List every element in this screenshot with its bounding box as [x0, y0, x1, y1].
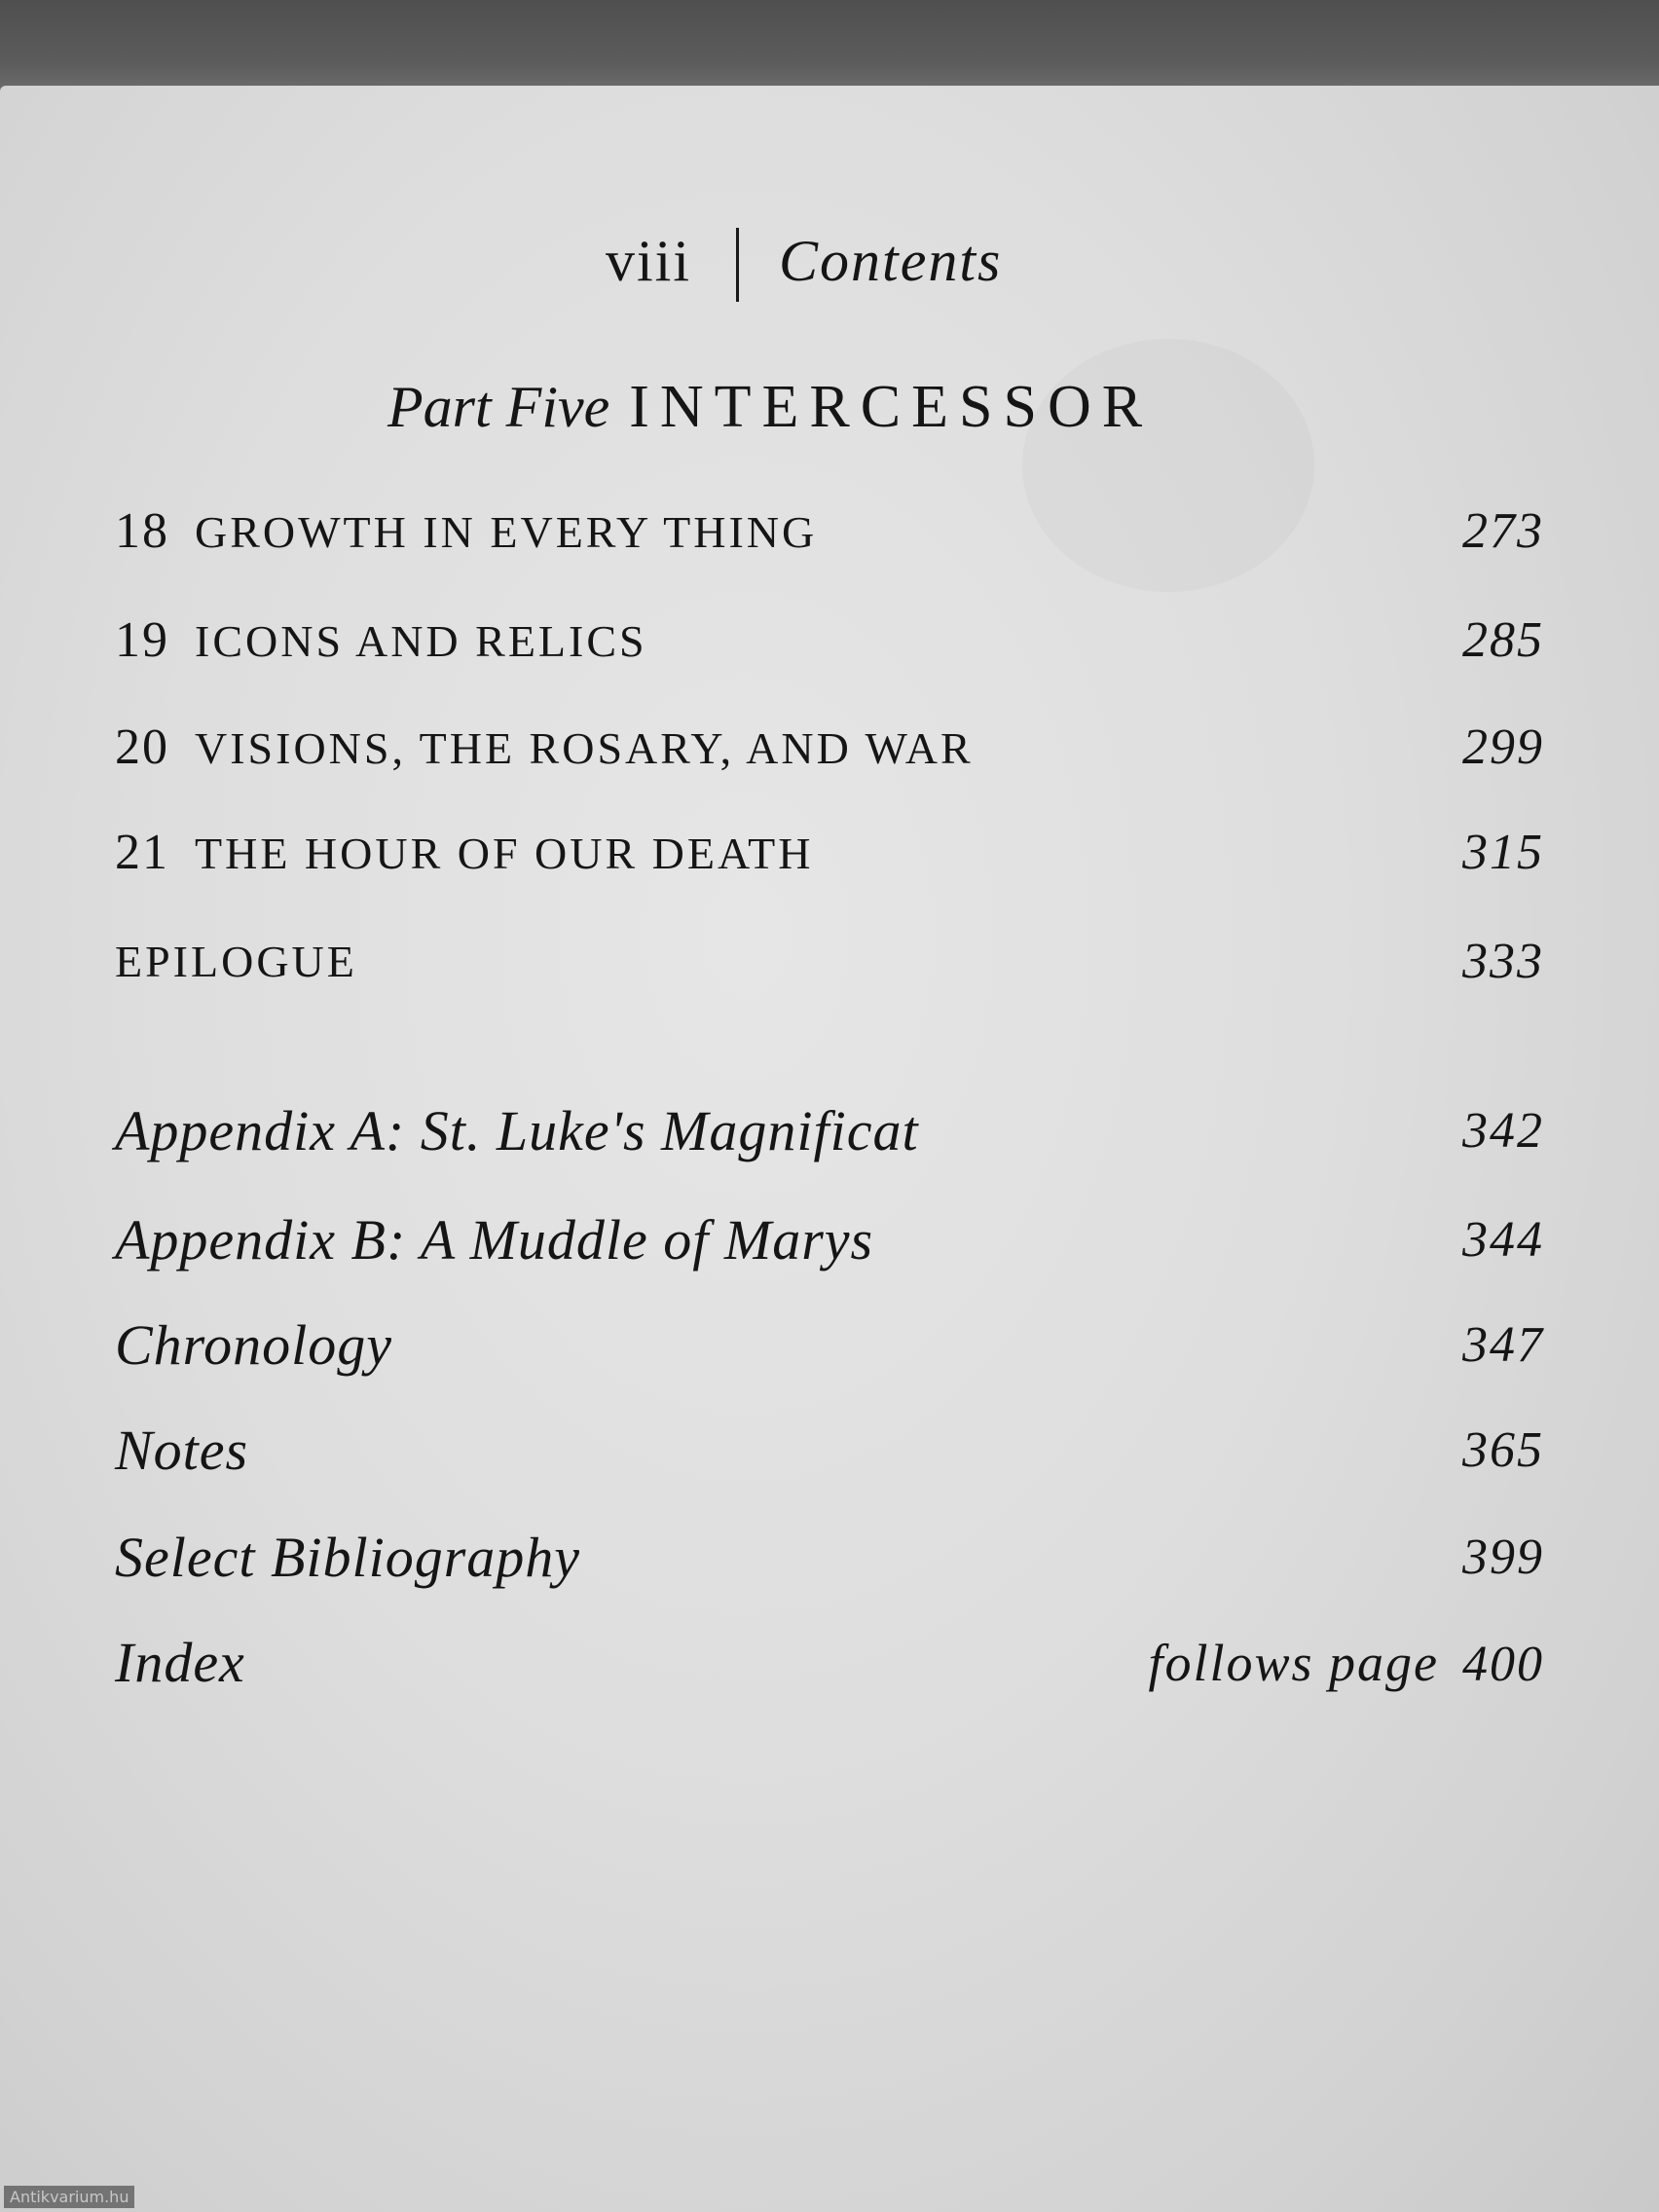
follows-page-prefix: follows page	[1148, 1634, 1439, 1692]
toc-entry-bibliography	[115, 1519, 1544, 1597]
page-number: 315	[1462, 825, 1544, 880]
chapter-number: 19	[115, 612, 169, 668]
toc-entry-label: Appendix B: A Muddle of Marys	[115, 1208, 874, 1272]
toc-entry-chapter-20	[115, 709, 1544, 787]
toc-entry-appendix-b	[115, 1201, 1544, 1279]
page-number: 273	[1462, 503, 1544, 559]
page-number: 344	[1462, 1212, 1544, 1268]
toc-entry-label: Index	[115, 1631, 245, 1694]
toc-entry-label: Notes	[115, 1419, 249, 1482]
chapter-title: EPILOGUE	[115, 937, 357, 986]
toc-entry-index	[115, 1624, 1544, 1702]
watermark: Antikvarium.hu	[4, 2186, 134, 2208]
toc-entry-notes	[115, 1412, 1544, 1490]
page-number: 333	[1462, 934, 1544, 989]
toc-entry-label	[115, 923, 357, 1001]
toc-entry-appendix-a	[115, 1092, 1544, 1170]
page-folio: viii	[606, 229, 692, 293]
page-number: 347	[1462, 1317, 1544, 1373]
running-head-divider	[736, 228, 739, 302]
page-number: 342	[1462, 1103, 1544, 1159]
part-title: INTERCESSOR	[629, 374, 1154, 440]
book-page	[0, 86, 1659, 2212]
toc-entry-chapter-21	[115, 814, 1544, 892]
chapter-number: 18	[115, 503, 169, 559]
part-heading	[387, 368, 1153, 446]
toc-entry-label	[115, 709, 974, 788]
chapter-number: 21	[115, 825, 169, 880]
toc-entry-chronology	[115, 1307, 1544, 1384]
page-number: 365	[1462, 1422, 1544, 1478]
toc-entry-label: Select Bibliography	[115, 1526, 581, 1589]
chapter-title: ICONS AND RELICS	[195, 616, 647, 666]
page-number: 400	[1462, 1637, 1544, 1692]
running-head-title: Contents	[779, 229, 1003, 293]
page-number: 399	[1462, 1530, 1544, 1585]
toc-entry-epilogue	[115, 923, 1544, 1001]
toc-entry-label	[115, 493, 817, 571]
toc-entry-label: Appendix A: St. Luke's Magnificat	[115, 1099, 919, 1162]
chapter-title: VISIONS, THE ROSARY, AND WAR	[195, 723, 974, 773]
chapter-number: 20	[115, 719, 169, 775]
toc-entry-label	[115, 602, 647, 681]
toc-entry-chapter-18	[115, 493, 1544, 571]
page-number: 285	[1462, 612, 1544, 668]
toc-entry-chapter-19	[115, 602, 1544, 680]
toc-entry-label	[115, 814, 813, 893]
page-number: 299	[1462, 719, 1544, 775]
part-label: Part Five	[387, 375, 610, 439]
chapter-title: THE HOUR OF OUR DEATH	[195, 829, 814, 878]
toc-entry-label: Chronology	[115, 1313, 392, 1377]
chapter-title: GROWTH IN EVERY THING	[195, 507, 818, 557]
page-number-group	[1148, 1624, 1544, 1704]
